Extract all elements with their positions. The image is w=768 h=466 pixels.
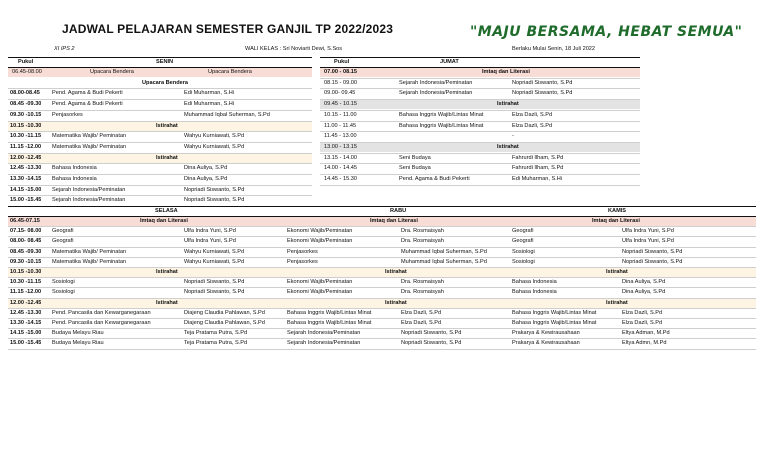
teacher-cell: Edi Muharman, S.Hi xyxy=(184,90,235,97)
subject-cell: Ekonomi Wajib/Peminatan xyxy=(287,289,353,296)
subject-cell: Bahasa Inggris Wajib/Lintas Minat xyxy=(512,320,597,326)
time-cell: 12.00 -12.45 xyxy=(10,299,42,306)
subject-cell: Matematika Wajib/ Peminatan xyxy=(52,143,127,150)
day-header: JUMAT xyxy=(440,59,459,65)
teacher-cell xyxy=(512,143,638,152)
break-label: Istirahat xyxy=(606,299,628,306)
subject-cell: Geografi xyxy=(52,228,74,235)
subject-cell: Geografi xyxy=(52,238,74,245)
time-cell: 11.45 - 13.00 xyxy=(324,133,357,140)
subject-cell: Seni Budaya xyxy=(399,154,431,161)
teacher-cell xyxy=(184,122,310,131)
time-cell: 14.15 -15.00 xyxy=(10,330,42,337)
day-header: KAMIS xyxy=(608,208,627,214)
subject-cell: Bahasa Inggris Wajib/Lintas Minat xyxy=(399,111,484,118)
schedule-title: JADWAL PELAJARAN SEMESTER GANJIL TP 2022/2023 xyxy=(62,22,394,36)
teacher-cell: Nopriadi Siswanto, S.Pd xyxy=(512,79,573,86)
time-cell: 09.30 -10.15 xyxy=(10,111,42,118)
wali-kelas: WALI KELAS : Sri Noviarti Dewi, S.Sos xyxy=(245,46,343,52)
ceremony-label: Upacara Bendera xyxy=(90,69,134,75)
time-cell: 08.15 - 09.00 xyxy=(324,79,357,86)
teacher-cell: Muhammad Iqbal Suherman, S.Pd xyxy=(401,258,487,265)
subject-cell: Bahasa Indonesia xyxy=(512,279,557,286)
teacher-cell: Nopriadi Siswanto, S.Pd xyxy=(184,279,245,286)
teacher-cell: Ulfa Indra Yuni, S.Pd xyxy=(622,238,674,245)
ceremony-band xyxy=(8,68,312,77)
teacher-cell: Fahrurdi Ilham, S.Pd xyxy=(512,154,564,161)
effective-date: Berlaku Mulai Senin, 18 Juli 2022 xyxy=(512,46,596,52)
subject-cell: Sosiologi xyxy=(52,279,75,286)
subject-cell: Sosiologi xyxy=(52,289,75,296)
time-cell: 10.30 -11.15 xyxy=(10,279,42,286)
time-cell: 08.00-08.45 xyxy=(10,90,40,97)
time-cell: 11.00 - 11.45 xyxy=(324,122,357,129)
subject-cell: Pend. Agama & Budi Pekerti xyxy=(52,90,123,97)
class-name: XI IPS 2 xyxy=(54,46,75,52)
teacher-cell: Nopriadi Siswanto, S.Pd xyxy=(184,197,245,204)
subject-cell: Bahasa Inggris Wajib/Lintas Minat xyxy=(287,309,372,316)
time-cell: 08.45 -09.30 xyxy=(10,101,42,108)
time-cell: 10.30 -11.15 xyxy=(10,133,42,140)
day-header: SENIN xyxy=(156,59,174,65)
subject-cell: Ekonomi Wajib/Peminatan xyxy=(287,238,353,245)
time-cell: 08.00- 08.45 xyxy=(10,238,42,245)
time-cell: 07.15- 08.00 xyxy=(10,228,42,235)
time-cell: 13.15 - 14.00 xyxy=(324,154,357,161)
subject-cell: Matematika Wajib/ Peminatan xyxy=(52,133,127,140)
teacher-cell: Teja Pratama Putra, S.Pd xyxy=(184,340,248,347)
teacher-cell: Edi Muharman, S.Hi xyxy=(512,176,563,182)
subject-cell: Matematika Wajib/ Peminatan xyxy=(52,248,127,255)
teacher-cell: Nopriadi Siswanto, S.Pd xyxy=(622,258,683,265)
subject-cell xyxy=(399,100,509,109)
time-cell: 06.45-08.00 xyxy=(12,69,42,75)
time-cell: 11.15 -12.00 xyxy=(10,289,42,296)
subject-cell: Penjasorkes xyxy=(287,258,318,265)
teacher-cell: Dra. Rosmaisyah xyxy=(401,289,444,296)
break-label: Istirahat xyxy=(385,269,407,275)
time-cell: 09.00- 09.45 xyxy=(324,90,356,97)
special-label: Istirahat xyxy=(497,101,519,108)
teacher-cell: - xyxy=(512,133,514,140)
time-cell: 14.00 - 14.45 xyxy=(324,165,357,172)
teacher-cell: Dra. Rosmaisyah xyxy=(401,238,444,245)
time-cell: 10.15 -10.30 xyxy=(10,269,42,275)
subject-cell: Sejarah Indonesia/Peminatan xyxy=(52,186,126,193)
ceremony-label: Upacara Bendera xyxy=(142,79,189,86)
subject-cell: Geografi xyxy=(512,228,534,235)
teacher-cell: Elza Dazli, S.Pd xyxy=(512,122,553,129)
teacher-cell: Fahrurdi Ilham, S.Pd xyxy=(512,165,564,172)
subject-cell: Matematika Wajib/ Peminatan xyxy=(52,258,127,265)
subject-cell: Pend. Pancasila dan Kewarganegaraan xyxy=(52,309,151,316)
teacher-cell: Dina Auliya, S.Pd xyxy=(184,165,228,172)
break-label: Istirahat xyxy=(156,299,178,306)
special-label: Istirahat xyxy=(497,143,519,150)
subject-cell: Bahasa Inggris Wajib/Lintas Minat xyxy=(287,320,372,326)
time-cell: 09.30 -10.15 xyxy=(10,258,42,265)
divider xyxy=(8,349,756,350)
subject-cell: Bahasa Indonesia xyxy=(512,289,557,296)
ceremony-label: Upacara Bendera xyxy=(208,69,252,75)
teacher-cell: Elza Dazli, S.Pd xyxy=(622,309,663,316)
teacher-cell: Ulfa Indra Yuni, S.Pd xyxy=(622,228,674,235)
teacher-cell: Nopriadi Siswanto, S.Pd xyxy=(184,186,245,193)
time-cell: 13.30 -14.15 xyxy=(10,320,42,326)
subject-cell: Sosiologi xyxy=(512,248,535,255)
teacher-cell: Dina Auliya, S.Pd xyxy=(622,289,666,296)
teacher-cell: Diajeng Claudia Pahlawan, S.Pd xyxy=(184,320,265,326)
teacher-cell: Muhammad Iqbal Suherman, S.Pd xyxy=(184,111,270,118)
school-motto: "MAJU BERSAMA, HEBAT SEMUA" xyxy=(470,24,743,40)
teacher-cell: Nopriadi Siswanto, S.Pd xyxy=(401,330,462,337)
subject-cell: Sejarah Indonesia/Peminatan xyxy=(399,90,473,97)
time-cell: 10.15 - 11.00 xyxy=(324,111,357,118)
teacher-cell: Nopriadi Siswanto, S.Pd xyxy=(184,289,245,296)
time-cell: 08.45 -09.30 xyxy=(10,248,42,255)
time-cell: 11.15 -12.00 xyxy=(10,143,42,150)
time-cell: 14.45 - 15.30 xyxy=(324,176,357,182)
subject-cell: Pend. Agama & Budi Pekerti xyxy=(399,176,470,182)
subject-cell xyxy=(52,154,182,163)
teacher-cell: Ulfa Indra Yuni, S.Pd xyxy=(184,228,236,235)
subject-cell: Penjasorkes xyxy=(52,111,83,118)
teacher-cell: Elza Dazli, S.Pd xyxy=(622,320,663,326)
subject-cell xyxy=(399,143,509,152)
time-cell: 14.15 -15.00 xyxy=(10,186,42,193)
subject-cell: Sejarah Indonesia/Peminatan xyxy=(52,197,126,204)
teacher-cell xyxy=(512,68,638,77)
literasi-label: Imtaq dan Literasi xyxy=(370,218,418,224)
pukul-header: Pukul xyxy=(18,59,34,65)
subject-cell: Bahasa Inggris Wajib/Lintas Minat xyxy=(399,122,484,129)
teacher-cell: Wahyu Kurniawati, S.Pd xyxy=(184,133,245,140)
teacher-cell: Diajeng Claudia Pahlawan, S.Pd xyxy=(184,309,265,316)
teacher-cell: Wahyu Kurniawati, S.Pd xyxy=(184,258,245,265)
break-band xyxy=(8,268,756,277)
time-cell: 12.45 -13.30 xyxy=(10,309,42,316)
time-cell: 12.00 -12.45 xyxy=(10,154,42,161)
subject-cell: Bahasa Indonesia xyxy=(52,165,97,172)
subject-cell: Pend. Pancasila dan Kewarganegaraan xyxy=(52,320,151,326)
time-cell: 10.15 -10.30 xyxy=(10,122,42,129)
literasi-label: Imtaq dan Literasi xyxy=(140,218,188,224)
subject-cell: Sejarah Indonesia/Peminatan xyxy=(287,330,361,337)
subject-cell: Sejarah Indonesia/Peminatan xyxy=(287,340,361,347)
pukul-header: Pukul xyxy=(334,59,350,65)
time-cell: 15.00 -15.45 xyxy=(10,197,42,204)
special-label: Imtaq dan Literasi xyxy=(482,69,530,75)
teacher-cell: Eltya Adman, M.Pd xyxy=(622,330,670,337)
teacher-cell xyxy=(512,100,638,109)
subject-cell: Budaya Melayu Riau xyxy=(52,340,104,347)
teacher-cell: Teja Pratama Putra, S.Pd xyxy=(184,330,248,337)
time-cell: 07.00 - 08.15 xyxy=(324,69,357,75)
time-cell: 12.45 -13.30 xyxy=(10,165,42,172)
teacher-cell: Nopriadi Siswanto, S.Pd xyxy=(622,248,683,255)
teacher-cell: Muhammad Iqbal Suherman, S.Pd xyxy=(401,248,487,255)
subject-cell: Prakarya & Kewirausahaan xyxy=(512,330,580,337)
time-cell: 13.30 -14.15 xyxy=(10,176,42,182)
teacher-cell: Elza Dazli, S.Pd xyxy=(401,320,442,326)
time-cell: 13.00 - 13.15 xyxy=(324,143,357,150)
teacher-cell: Dra. Rosmaisyah xyxy=(401,279,444,286)
teacher-cell: Ulfa Indra Yuni, S.Pd xyxy=(184,238,236,245)
subject-cell: Pend. Agama & Budi Pekerti xyxy=(52,101,123,108)
subject-cell: Ekonomi Wajib/Peminatan xyxy=(287,228,353,235)
teacher-cell: Wahyu Kurniawati, S.Pd xyxy=(184,143,245,150)
teacher-cell: Nopriadi Siswanto, S.Pd xyxy=(401,340,462,347)
subject-cell: Sejarah Indonesia/Peminatan xyxy=(399,79,473,86)
teacher-cell: Edi Muharman, S.Hi xyxy=(184,101,235,108)
divider xyxy=(8,206,756,207)
divider xyxy=(320,185,640,186)
time-cell: 06.45-07.15 xyxy=(10,218,40,224)
subject-cell: Geografi xyxy=(512,238,534,245)
subject-cell: Prakarya & Kewirausahaan xyxy=(512,340,580,347)
subject-cell xyxy=(52,122,182,131)
teacher-cell: Elza Dazli, S.Pd xyxy=(512,111,553,118)
break-label: Istirahat xyxy=(156,269,178,275)
literasi-label: Imtaq dan Literasi xyxy=(592,218,640,224)
subject-cell: Budaya Melayu Riau xyxy=(52,330,104,337)
teacher-cell xyxy=(184,154,310,163)
time-cell: 15.00 -15.45 xyxy=(10,340,42,347)
teacher-cell: Elza Dazli, S.Pd xyxy=(401,309,442,316)
teacher-cell: Dina Auliya, S.Pd xyxy=(622,279,666,286)
break-band xyxy=(8,299,756,308)
break-label: Istirahat xyxy=(156,122,178,129)
divider xyxy=(320,57,640,58)
subject-cell: Seni Budaya xyxy=(399,165,431,172)
break-label: Istirahat xyxy=(606,269,628,275)
day-header: RABU xyxy=(390,208,407,214)
subject-cell: Penjasorkes xyxy=(287,248,318,255)
teacher-cell: Dina Auliya, S.Pd xyxy=(184,176,228,182)
subject-cell: Bahasa Inggris Wajib/Lintas Minat xyxy=(512,309,597,316)
subject-cell: Bahasa Indonesia xyxy=(52,176,97,182)
day-header: SELASA xyxy=(155,208,178,214)
subject-cell xyxy=(399,68,509,77)
teacher-cell: Eltya Admn, M.Pd xyxy=(622,340,667,347)
subject-cell xyxy=(399,132,509,141)
break-label: Istirahat xyxy=(156,154,178,161)
subject-cell: Ekonomi Wajib/Peminatan xyxy=(287,279,353,286)
teacher-cell: Wahyu Kurniawati, S.Pd xyxy=(184,248,245,255)
teacher-cell: Dra. Rosmaisyah xyxy=(401,228,444,235)
subject-cell: Sosiologi xyxy=(512,258,535,265)
teacher-cell: Nopriadi Siswanto, S.Pd xyxy=(512,90,573,97)
break-label: Istirahat xyxy=(385,299,407,306)
time-cell: 09.45 - 10.15 xyxy=(324,101,357,108)
